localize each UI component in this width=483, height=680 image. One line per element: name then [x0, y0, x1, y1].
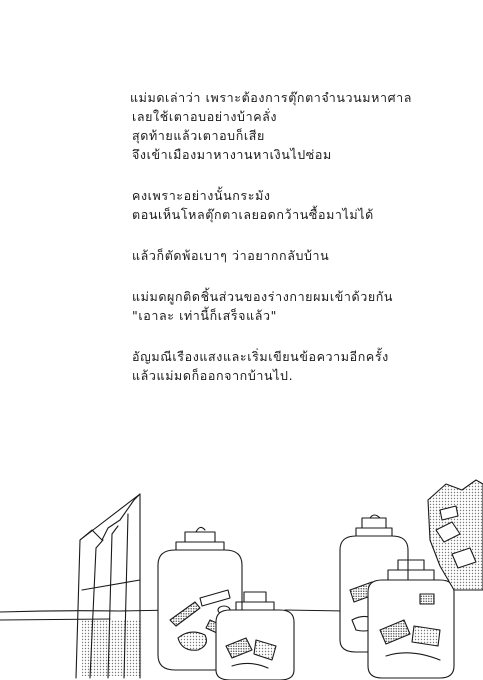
narration-text: [120, 88, 420, 407]
narration-line: สุดท้ายแล้วเตาอบก็เสีย: [132, 128, 265, 143]
narration-paragraph: [120, 246, 420, 265]
narration-line: คงเพราะอย่างนั้นกระมัง: [132, 188, 271, 203]
doll-parts-pile: [428, 480, 483, 590]
narration-line: แม่มดผูกติดชิ้นส่วนของร่างกายผมเข้าด้วยกัน: [132, 289, 394, 304]
narration-line: ตอนเห็นโหลตุ๊กตาเลยอดกว้านซื้อมาไม่ได้: [132, 207, 374, 222]
narration-line: แม่มดเล่าว่า เพราะต้องการตุ๊กตาจำนวนมหาศาล: [130, 90, 412, 105]
narration-paragraph: [120, 287, 420, 325]
chair-back: [76, 494, 142, 678]
jars-illustration: [0, 470, 483, 680]
narration-line: จึงเข้าเมืองมาหางานหาเงินไปซ่อม: [132, 147, 332, 162]
narration-paragraph: [120, 347, 420, 385]
narration-line: "เอาละ เท่านี้ก็เสร็จแล้ว": [132, 308, 277, 323]
narration-paragraph: [120, 186, 420, 224]
narration-line: แล้วแม่มดก็ออกจากบ้านไป.: [132, 368, 294, 383]
narration-line: อัญมณีเรืองแสงและเริ่มเขียนข้อความอีกครั้ง: [132, 349, 389, 364]
narration-paragraph: [120, 88, 420, 164]
narration-line: เลยใช้เตาอบอย่างบ้าคลั่ง: [132, 109, 278, 124]
narration-line: แล้วก็ตัดพ้อเบาๆ ว่าอยากกลับบ้าน: [132, 248, 330, 263]
